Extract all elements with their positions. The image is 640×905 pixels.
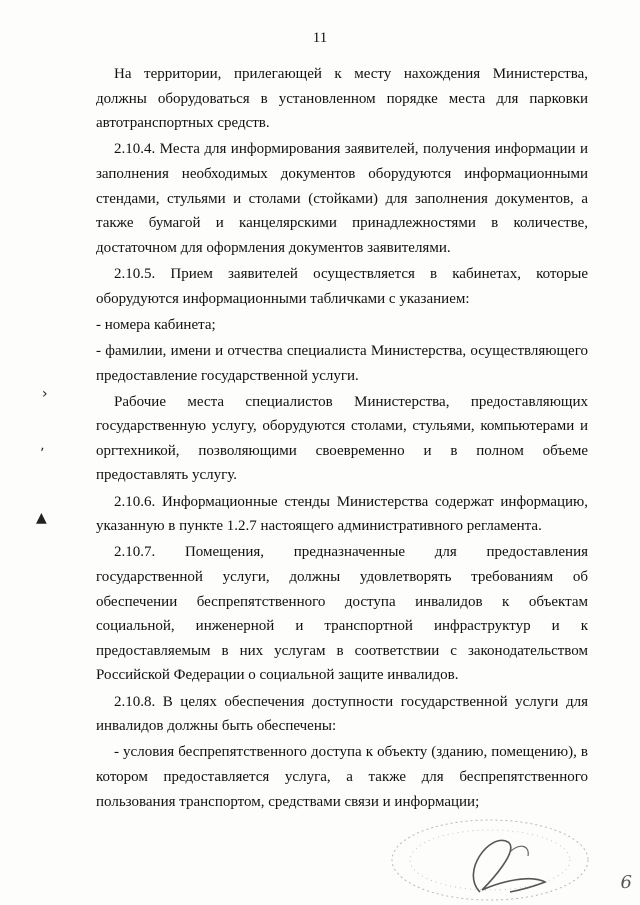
list-item-cabinet-number: - номера кабинета;: [96, 316, 216, 333]
margin-mark: ʼ: [40, 446, 45, 462]
list-item-access-conditions: - условия беспрепятственного доступа к объекту (зданию, помещению), в котором предоставляется услуга, а также для беспрепятственного пользования транспортом, средствами связи и информации;: [96, 744, 588, 810]
paragraph-2-10-5: 2.10.5. Прием заявителей осуществляется в кабинетах, которые оборудуются информационными табличками с указанием:: [96, 265, 588, 307]
paragraph-parking: На территории, прилегающей к месту нахождения Министерства, должны оборудоваться в установленном порядке места для парковки автотранспортных средств.: [96, 66, 588, 132]
paragraph-2-10-7: 2.10.7. Помещения, предназначенные для предоставления государственной услуги, должны удовлетворять требованиям об обеспечении беспрепятственного доступа инвалидов к объектам социальной, инженерной и транспортной инфраструктур и к предоставляемым в них услугам в соответствии с законодательством Российской Федерации о социальной защите инвалидов.: [96, 544, 588, 684]
corner-mark: 6: [620, 872, 632, 893]
document-body: [96, 62, 588, 816]
paragraph-workplaces: Рабочие места специалистов Министерства, предоставляющих государственную услугу, оборудуются столами, стульями, компьютерами и оргтехникой, позволяющими своевременно и в полном объеме предоставлять услугу.: [96, 393, 588, 484]
paragraph-2-10-4: 2.10.4. Места для информирования заявителей, получения информации и заполнения необходимых документов оборудуются информационными стендами, стульями и столами (стойками) для заполнения документов, а также бумагой и канцелярскими принадлежностями в количестве, достаточном для оформления документов заявителями.: [96, 141, 588, 256]
signature-stamp: [370, 812, 600, 902]
margin-mark: ›: [42, 386, 48, 402]
margin-mark: ▲: [36, 510, 47, 526]
list-item-specialist-name: - фамилии, имени и отчества специалиста Министерства, осуществляющего предоставление государственной услуги.: [96, 342, 588, 384]
page-number: 11: [312, 30, 328, 46]
paragraph-2-10-8: 2.10.8. В целях обеспечения доступности государственной услуги для инвалидов должны быть обеспечены:: [96, 693, 588, 735]
paragraph-2-10-6: 2.10.6. Информационные стенды Министерства содержат информацию, указанную в пункте 1.2.7 настоящего административного регламента.: [96, 493, 588, 535]
